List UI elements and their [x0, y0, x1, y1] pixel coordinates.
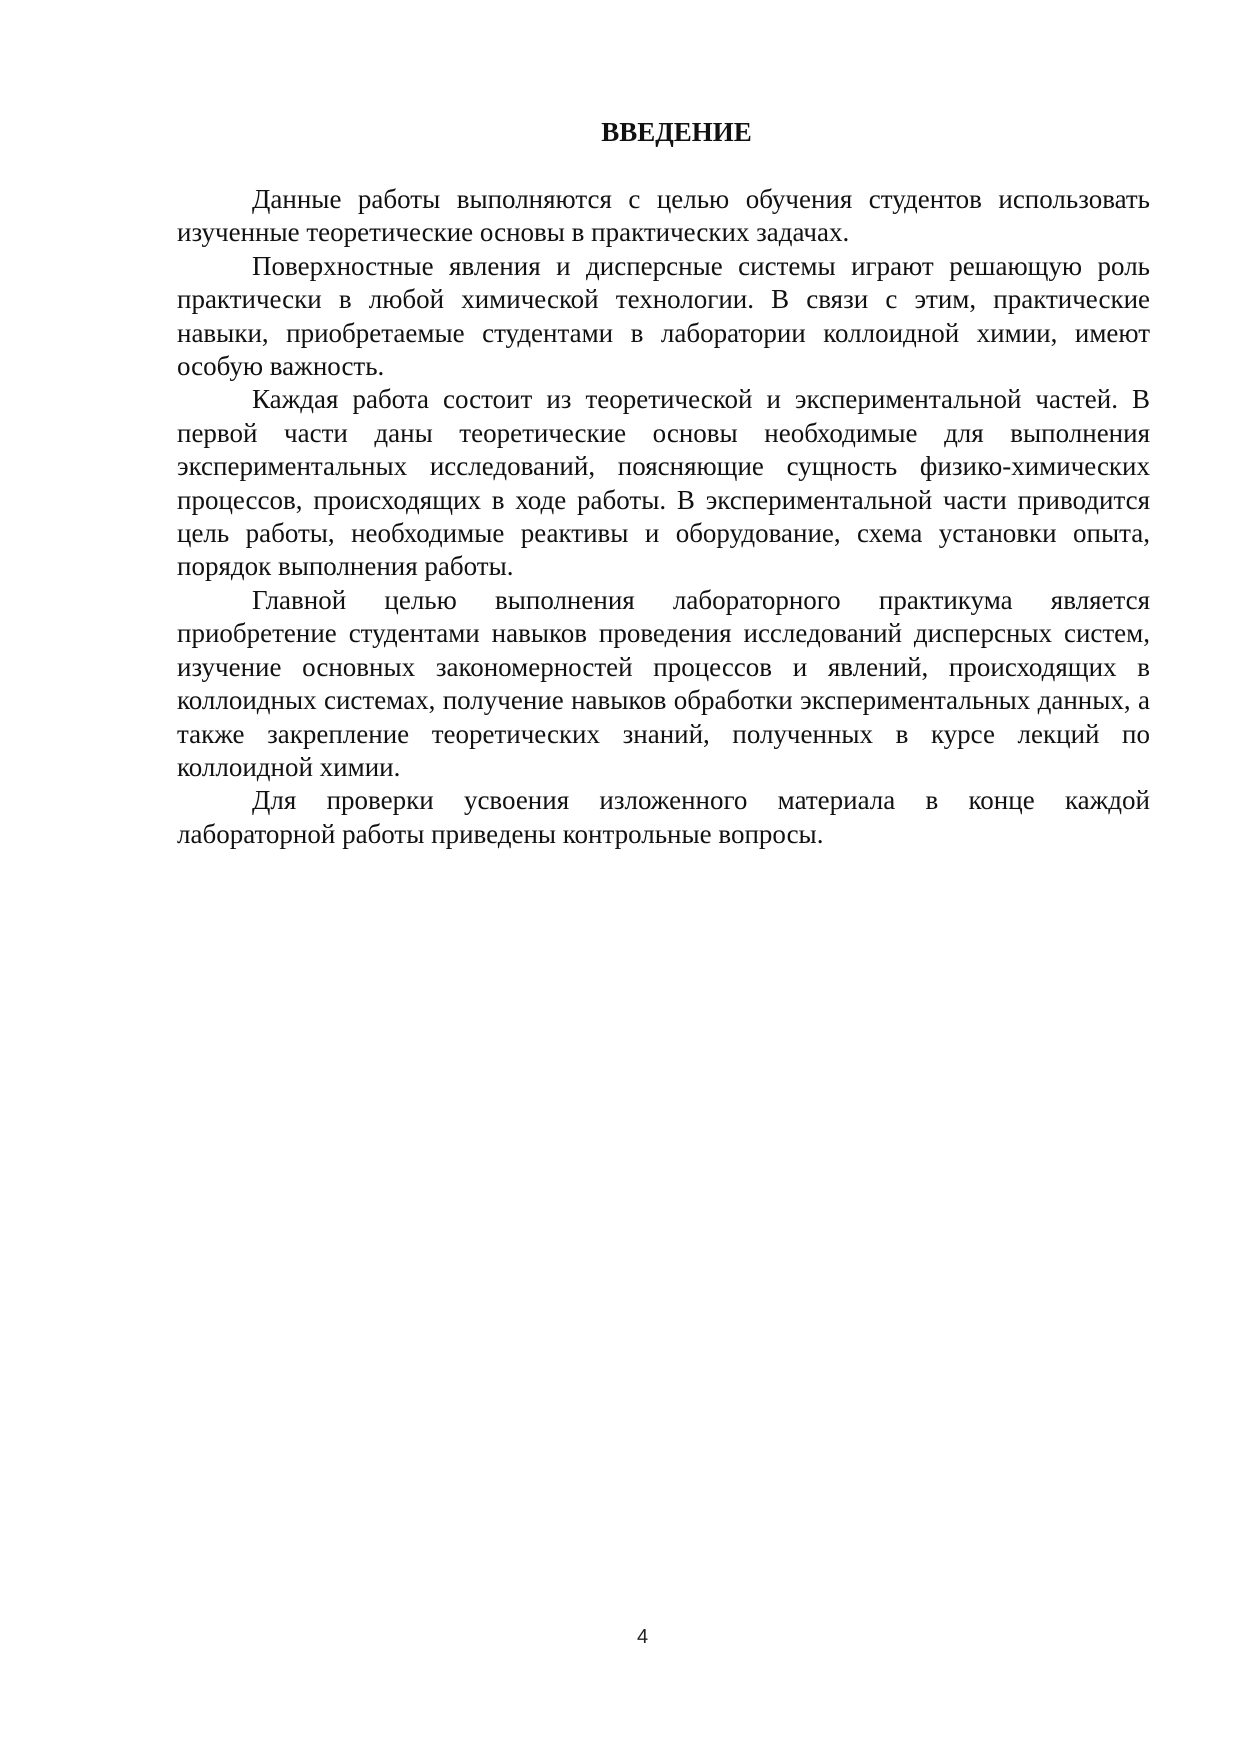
section-heading: ВВЕДЕНИЕ — [601, 117, 752, 147]
paragraph: Поверхностные явления и дисперсные системы играют решающую роль практически в любой химической технологии. В связи с этим, практические навыки, приобретаемые студентами в лаборатории коллоидной химии, имеют особую важность. — [177, 250, 1150, 382]
page-number: 4 — [636, 1626, 649, 1648]
paragraph: Каждая работа состоит из теоретической и экспериментальной частей. В первой части даны теоретические основы необходимые для выполнения экспериментальных исследований, поясняющие сущность физико-химических процессов, происходящих в ходе работы. В экспериментальной части приводится цель работы, необходимые реактивы и оборудование, схема установки опыта, порядок выполнения работы. — [177, 384, 1150, 582]
paragraph: Главной целью выполнения лабораторного практикума является приобретение студентами навыков проведения исследований дисперсных систем, изучение основных закономерностей процессов и явлений, происходящих в коллоидных системах, получение навыков обработки экспериментальных данных, а также закрепление теоретических знаний, полученных в курсе лекций по коллоидной химии. — [177, 584, 1150, 782]
paragraph: Для проверки усвоения изложенного материала в конце каждой лабораторной работы приведены контрольные вопросы. — [177, 785, 1150, 849]
paragraph: Данные работы выполняются с целью обучения студентов использовать изученные теоретические основы в практических задачах. — [177, 184, 1150, 248]
page-content — [177, 116, 1150, 851]
